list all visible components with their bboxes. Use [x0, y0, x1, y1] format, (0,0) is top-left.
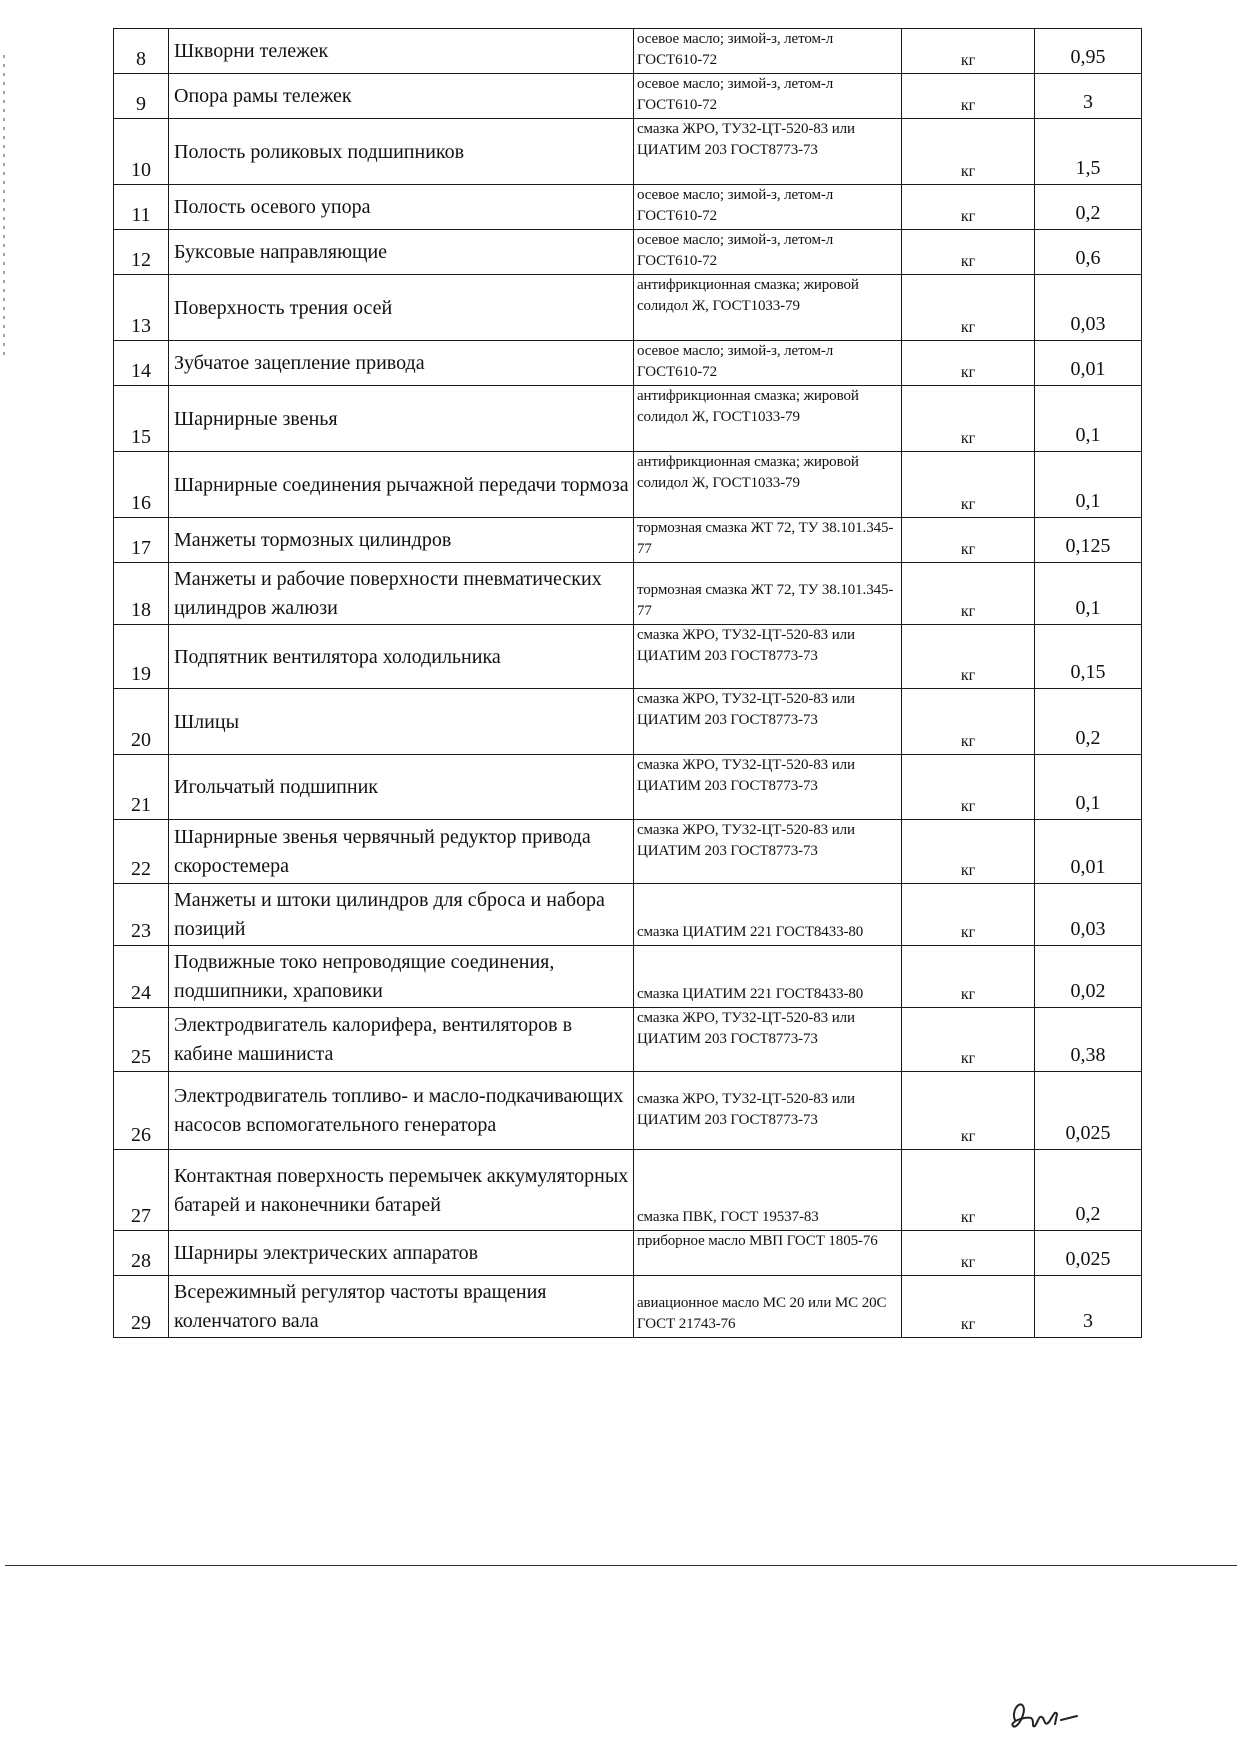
row-number: 14: [114, 341, 169, 386]
lubricant-quantity: 0,01: [1035, 341, 1142, 386]
component-name: Полость осевого упора: [169, 185, 634, 230]
table-row: [114, 275, 1142, 341]
table-row: [114, 1008, 1142, 1072]
table-row: [114, 29, 1142, 74]
lubricant-quantity: 0,1: [1035, 755, 1142, 820]
component-name: Буксовые направляющие: [169, 230, 634, 275]
lubricant-quantity: 0,02: [1035, 946, 1142, 1008]
lubricant-spec: тормозная смазка ЖТ 72, ТУ 38.101.345-77: [634, 563, 902, 625]
scan-margin-artifact: [3, 55, 5, 355]
lubricant-spec: осевое масло; зимой-з, летом-л ГОСТ610-72: [634, 185, 902, 230]
row-number: 12: [114, 230, 169, 275]
row-number: 15: [114, 386, 169, 452]
lubricant-quantity: 0,15: [1035, 625, 1142, 689]
unit-of-measure: кг: [902, 946, 1035, 1008]
unit-of-measure: кг: [902, 1008, 1035, 1072]
component-name: Подпятник вентилятора холодильника: [169, 625, 634, 689]
row-number: 22: [114, 820, 169, 884]
component-name: Электродвигатель калорифера, вентиляторов в кабине машиниста: [169, 1008, 634, 1072]
table-row: [114, 946, 1142, 1008]
row-number: 13: [114, 275, 169, 341]
table-row: [114, 1276, 1142, 1338]
lubricant-spec: тормозная смазка ЖТ 72, ТУ 38.101.345-77: [634, 518, 902, 563]
table-row: [114, 74, 1142, 119]
unit-of-measure: кг: [902, 1072, 1035, 1150]
lubricant-quantity: 0,1: [1035, 452, 1142, 518]
component-name: Подвижные токо непроводящие соединения, подшипники, храповики: [169, 946, 634, 1008]
component-name: Поверхность трения осей: [169, 275, 634, 341]
lubricant-quantity: 3: [1035, 1276, 1142, 1338]
component-name: Шлицы: [169, 689, 634, 755]
table-row: [114, 185, 1142, 230]
unit-of-measure: кг: [902, 341, 1035, 386]
component-name: Опора рамы тележек: [169, 74, 634, 119]
lubricant-spec: осевое масло; зимой-з, летом-л ГОСТ610-72: [634, 341, 902, 386]
row-number: 27: [114, 1150, 169, 1231]
lubricant-spec: смазка ЖРО, ТУ32-ЦТ-520-83 или ЦИАТИМ 203 ГОСТ8773-73: [634, 820, 902, 884]
lubricant-spec: смазка ЖРО, ТУ32-ЦТ-520-83 или ЦИАТИМ 203 ГОСТ8773-73: [634, 755, 902, 820]
unit-of-measure: кг: [902, 625, 1035, 689]
component-name: Контактная поверхность перемычек аккумуляторных батарей и наконечники батарей: [169, 1150, 634, 1231]
unit-of-measure: кг: [902, 563, 1035, 625]
lubricant-quantity: 3: [1035, 74, 1142, 119]
lubricant-spec: осевое масло; зимой-з, летом-л ГОСТ610-72: [634, 74, 902, 119]
table-row: [114, 689, 1142, 755]
row-number: 21: [114, 755, 169, 820]
row-number: 28: [114, 1231, 169, 1276]
table-row: [114, 119, 1142, 185]
lubricant-spec: антифрикционная смазка; жировой солидол Ж, ГОСТ1033-79: [634, 452, 902, 518]
lubrication-table-body: [114, 29, 1142, 1338]
lubricant-spec: осевое масло; зимой-з, летом-л ГОСТ610-72: [634, 230, 902, 275]
lubricant-spec: антифрикционная смазка; жировой солидол Ж, ГОСТ1033-79: [634, 386, 902, 452]
lubricant-spec: смазка ЖРО, ТУ32-ЦТ-520-83 или ЦИАТИМ 203 ГОСТ8773-73: [634, 625, 902, 689]
row-number: 8: [114, 29, 169, 74]
unit-of-measure: кг: [902, 275, 1035, 341]
component-name: Шарнирные звенья червячный редуктор привода скоростемера: [169, 820, 634, 884]
component-name: Манжеты тормозных цилиндров: [169, 518, 634, 563]
component-name: Всережимный регулятор частоты вращения коленчатого вала: [169, 1276, 634, 1338]
row-number: 9: [114, 74, 169, 119]
component-name: Шарнирные звенья: [169, 386, 634, 452]
lubricant-quantity: 0,125: [1035, 518, 1142, 563]
unit-of-measure: кг: [902, 755, 1035, 820]
lubricant-quantity: 0,2: [1035, 1150, 1142, 1231]
lubricant-quantity: 0,38: [1035, 1008, 1142, 1072]
unit-of-measure: кг: [902, 518, 1035, 563]
component-name: Игольчатый подшипник: [169, 755, 634, 820]
row-number: 19: [114, 625, 169, 689]
lubricant-quantity: 0,03: [1035, 275, 1142, 341]
row-number: 16: [114, 452, 169, 518]
unit-of-measure: кг: [902, 386, 1035, 452]
lubricant-quantity: 0,1: [1035, 386, 1142, 452]
lubricant-spec: смазка ЖРО, ТУ32-ЦТ-520-83 или ЦИАТИМ 203 ГОСТ8773-73: [634, 1008, 902, 1072]
table-row: [114, 1231, 1142, 1276]
component-name: Шарнирные соединения рычажной передачи тормоза: [169, 452, 634, 518]
unit-of-measure: кг: [902, 1276, 1035, 1338]
lubricant-spec: антифрикционная смазка; жировой солидол Ж, ГОСТ1033-79: [634, 275, 902, 341]
lubricant-quantity: 0,03: [1035, 884, 1142, 946]
unit-of-measure: кг: [902, 230, 1035, 275]
lubricant-spec: смазка ЖРО, ТУ32-ЦТ-520-83 или ЦИАТИМ 203 ГОСТ8773-73: [634, 119, 902, 185]
component-name: Манжеты и рабочие поверхности пневматических цилиндров жалюзи: [169, 563, 634, 625]
lubricant-quantity: 1,5: [1035, 119, 1142, 185]
unit-of-measure: кг: [902, 689, 1035, 755]
table-row: [114, 820, 1142, 884]
unit-of-measure: кг: [902, 1231, 1035, 1276]
component-name: Шарниры электрических аппаратов: [169, 1231, 634, 1276]
unit-of-measure: кг: [902, 884, 1035, 946]
row-number: 17: [114, 518, 169, 563]
table-row: [114, 341, 1142, 386]
table-row: [114, 518, 1142, 563]
row-number: 11: [114, 185, 169, 230]
row-number: 20: [114, 689, 169, 755]
lubricant-quantity: 0,01: [1035, 820, 1142, 884]
table-row: [114, 884, 1142, 946]
lubricant-spec: смазка ЖРО, ТУ32-ЦТ-520-83 или ЦИАТИМ 203 ГОСТ8773-73: [634, 1072, 902, 1150]
row-number: 23: [114, 884, 169, 946]
signature: [1005, 1690, 1085, 1740]
lubricant-quantity: 0,6: [1035, 230, 1142, 275]
component-name: Шкворни тележек: [169, 29, 634, 74]
component-name: Зубчатое зацепление привода: [169, 341, 634, 386]
lubricant-spec: смазка ПВК, ГОСТ 19537-83: [634, 1150, 902, 1231]
lubricant-spec: осевое масло; зимой-з, летом-л ГОСТ610-72: [634, 29, 902, 74]
lubricant-spec: смазка ЦИАТИМ 221 ГОСТ8433-80: [634, 946, 902, 1008]
component-name: Манжеты и штоки цилиндров для сброса и набора позиций: [169, 884, 634, 946]
lubricant-quantity: 0,2: [1035, 689, 1142, 755]
table-row: [114, 1150, 1142, 1231]
lubricant-quantity: 0,025: [1035, 1231, 1142, 1276]
lubricant-quantity: 0,2: [1035, 185, 1142, 230]
lubricant-quantity: 0,95: [1035, 29, 1142, 74]
row-number: 24: [114, 946, 169, 1008]
lubricant-spec: смазка ЦИАТИМ 221 ГОСТ8433-80: [634, 884, 902, 946]
unit-of-measure: кг: [902, 185, 1035, 230]
table-row: [114, 452, 1142, 518]
row-number: 10: [114, 119, 169, 185]
lubricant-spec: авиационное масло МС 20 или МС 20С ГОСТ 21743-76: [634, 1276, 902, 1338]
component-name: Электродвигатель топливо- и масло-подкачивающих насосов вспомогательного генератора: [169, 1072, 634, 1150]
unit-of-measure: кг: [902, 452, 1035, 518]
lubricant-spec: смазка ЖРО, ТУ32-ЦТ-520-83 или ЦИАТИМ 203 ГОСТ8773-73: [634, 689, 902, 755]
lubricant-quantity: 0,1: [1035, 563, 1142, 625]
table-row: [114, 563, 1142, 625]
page-divider-line: [5, 1565, 1237, 1566]
lubricant-spec: приборное масло МВП ГОСТ 1805-76: [634, 1231, 902, 1276]
table-row: [114, 230, 1142, 275]
row-number: 25: [114, 1008, 169, 1072]
table-row: [114, 625, 1142, 689]
table-row: [114, 755, 1142, 820]
unit-of-measure: кг: [902, 1150, 1035, 1231]
unit-of-measure: кг: [902, 119, 1035, 185]
row-number: 29: [114, 1276, 169, 1338]
table-row: [114, 1072, 1142, 1150]
lubricant-quantity: 0,025: [1035, 1072, 1142, 1150]
row-number: 18: [114, 563, 169, 625]
component-name: Полость роликовых подшипников: [169, 119, 634, 185]
unit-of-measure: кг: [902, 74, 1035, 119]
unit-of-measure: кг: [902, 820, 1035, 884]
table-row: [114, 386, 1142, 452]
unit-of-measure: кг: [902, 29, 1035, 74]
lubrication-table: [113, 28, 1130, 1338]
row-number: 26: [114, 1072, 169, 1150]
